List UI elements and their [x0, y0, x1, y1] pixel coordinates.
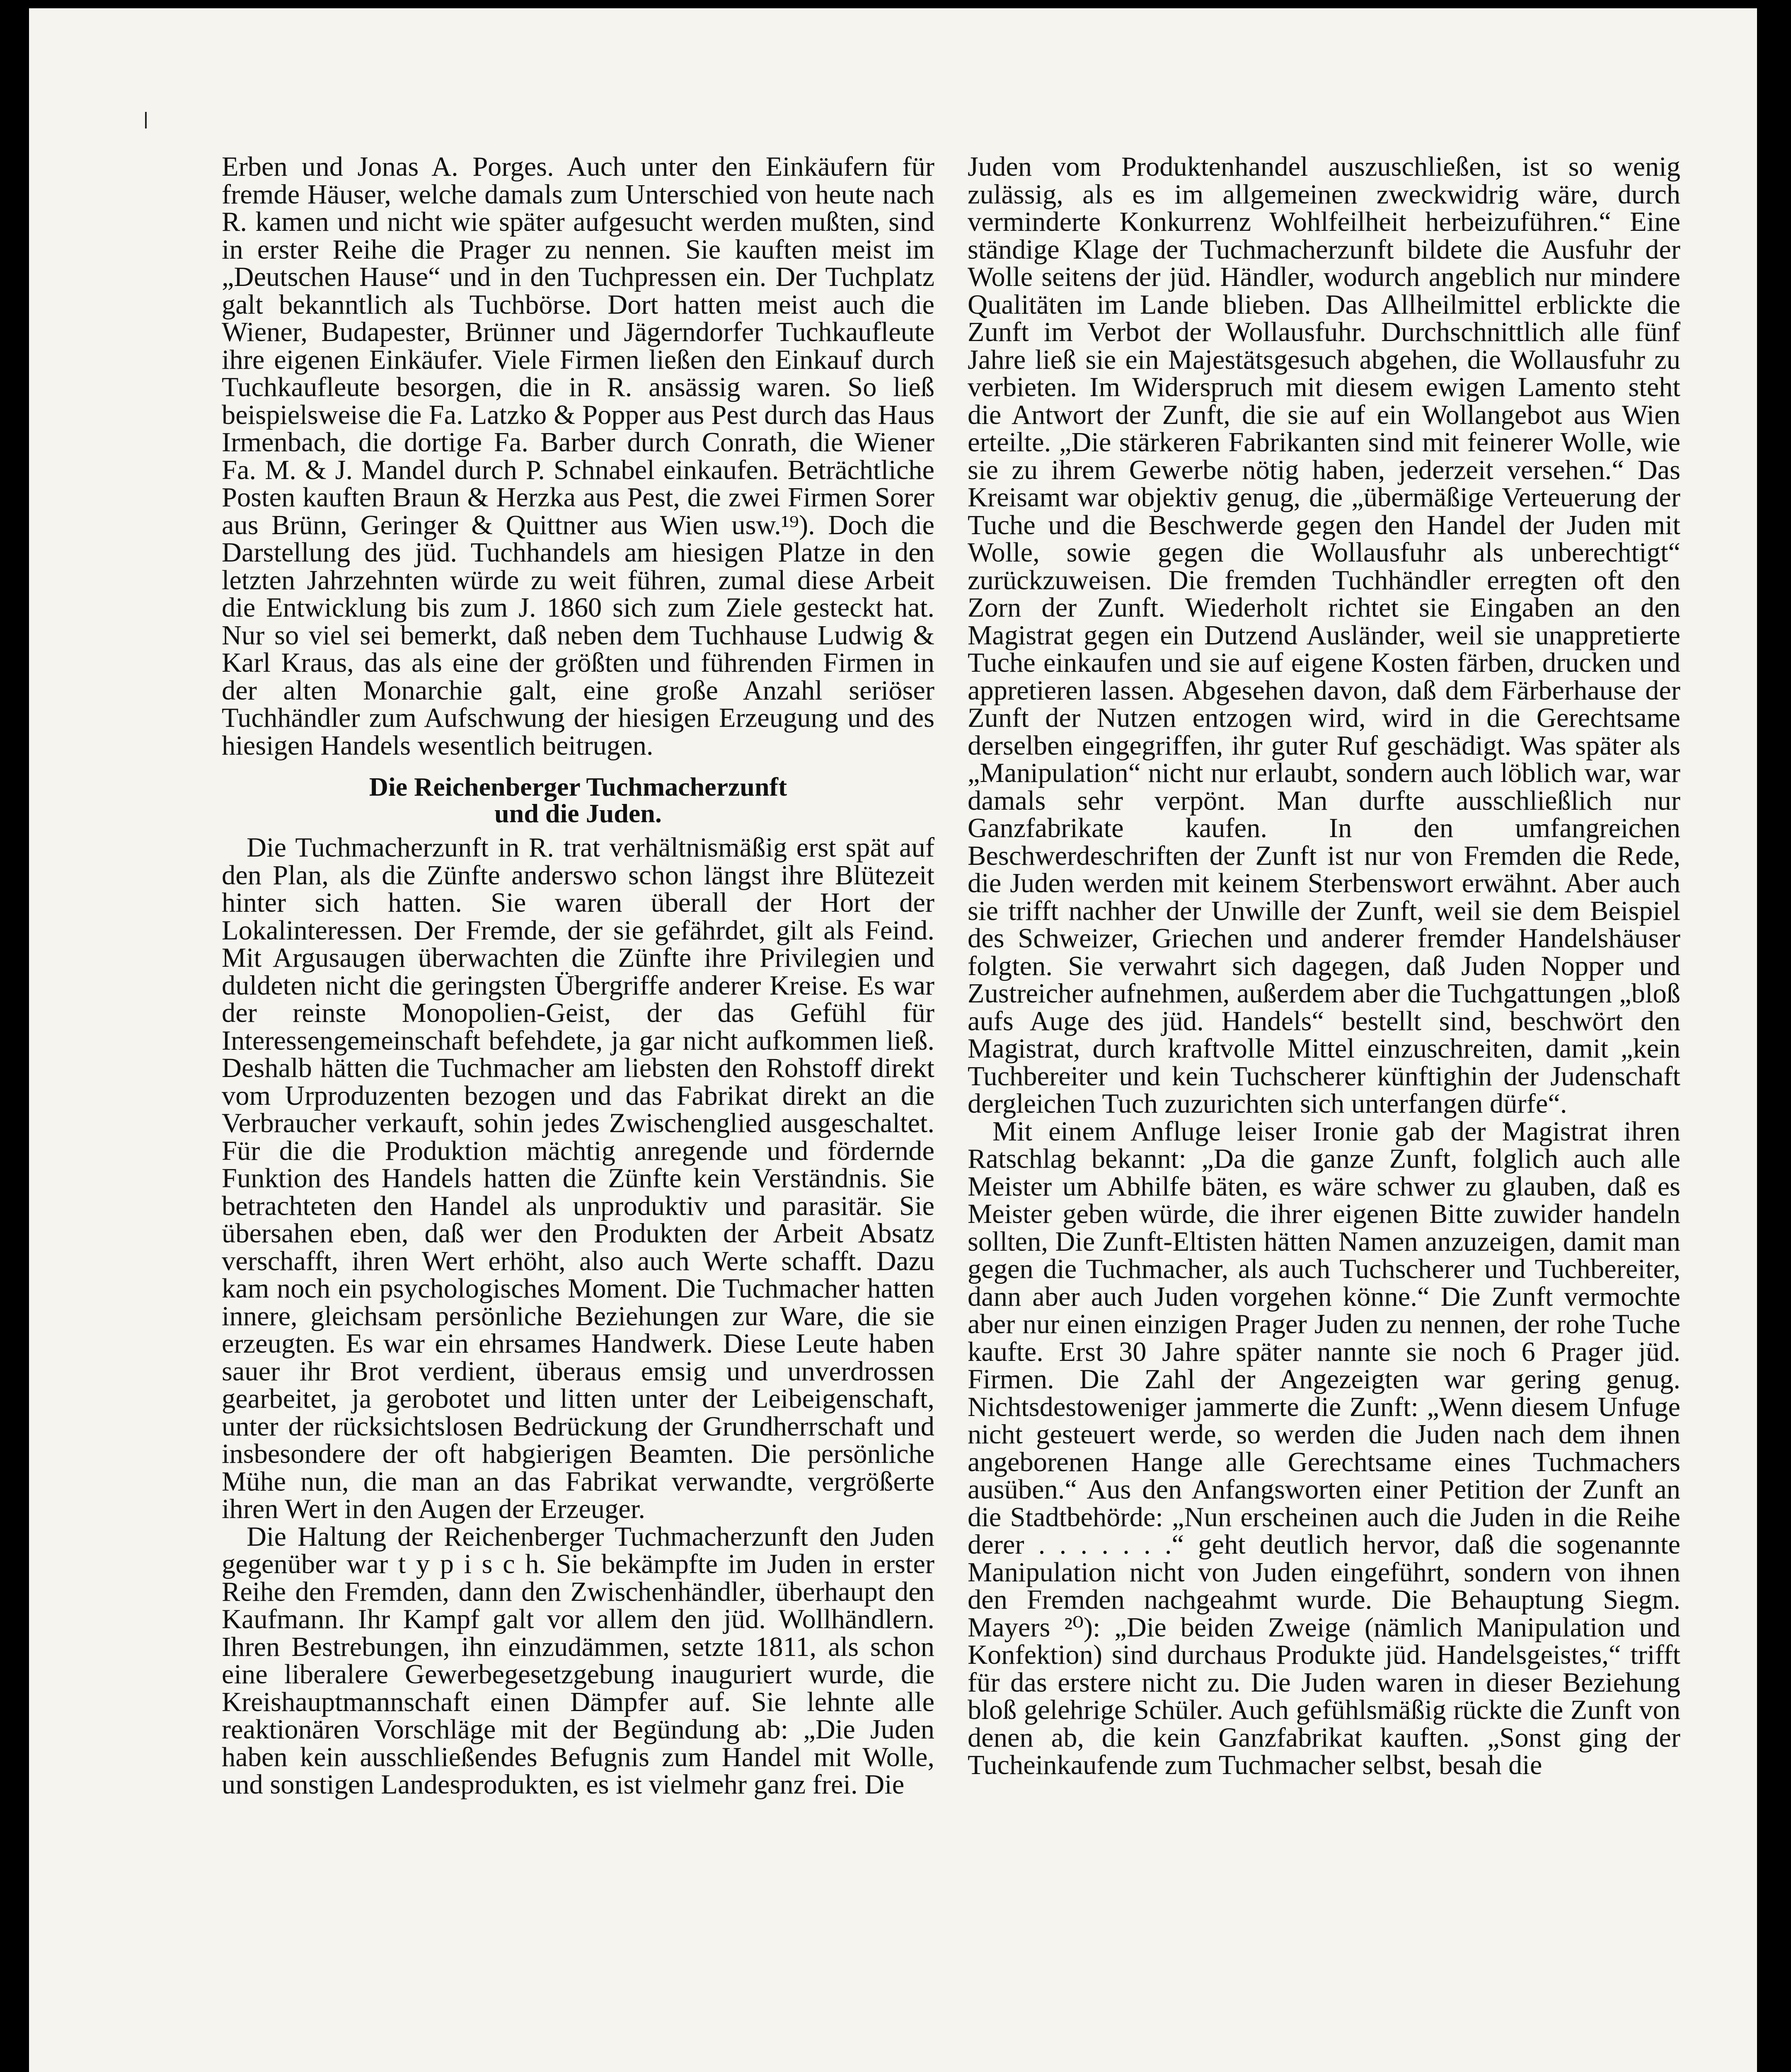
right-paragraph-1: Juden vom Produktenhandel auszuschließen, ist so wenig zulässig, als es im allgemeinen zweckwidrig wäre, durch verminderte Konkurrenz Wohlfeilheit herbeizuführen.“ Eine ständige Klage der Tuchmacherzunft bildete die Ausfuhr der Wolle seitens der jüd. Händler, wodurch angeblich nur mindere Qualitäten im Lande blieben. Das Allheilmittel erblickte die Zunft im Verbot der Wollausfuhr. Durchschnittlich alle fünf Jahre ließ sie ein Majestätsgesuch abgehen, die Wollausfuhr zu verbieten. Im Widerspruch mit diesem ewigen Lamento steht die Antwort der Zunft, die sie auf ein Wollangebot aus Wien erteilte. „Die stärkeren Fabrikanten sind mit feinerer Wolle, wie sie zu ihrem Gewerbe nötig haben, jederzeit versehen.“ Das Kreisamt war objektiv genug, die „übermäßige Verteuerung der Tuche und die Beschwerde gegen den Handel der Juden mit Wolle, sowie gegen die Wollausfuhr als unberechtigt“ zurückzuweisen. Die fremden Tuchhändler erregten oft den Zorn der Zunft. Wiederholt richtet sie Eingaben an den Magistrat gegen ein Dutzend Ausländer, weil sie unappretierte Tuche einkaufen und sie auf eigene Kosten färben, drucken und appretieren lassen. Abgesehen davon, daß dem Färberhause der Zunft der Nutzen entzogen wird, wird in die Gerechtsame derselben eingegriffen, ihr guter Ruf geschädigt. Was später als „Manipulation“ nicht nur erlaubt, sondern auch löblich war, war damals sehr verpönt. Man durfte ausschließlich nur Ganzfabrikate kaufen. In den umfangreichen Beschwerdeschriften der Zunft ist nur von Fremden die Rede, die Juden werden mit keinem Sterbenswort erwähnt. Aber auch sie trifft nachher der Unwille der Zunft, weil sie dem Beispiel des Schweizer, Griechen und anderer fremder Handelshäuser folgten. Sie verwahrt sich dagegen, daß Juden Nopper und Zustreicher aufnehmen, außerdem aber die Tuchgattungen „bloß aufs Auge des jüd. Handels“ bestellt sind, beschwört den Magistrat, durch kraftvolle Mittel einzuschreiten, damit „kein Tuchbereiter und kein Tuchscherer künftighin der Judenschaft dergleichen Tuch zuzurichten sich unterfangen dürfe“. [968, 152, 1680, 1119]
edge-mark [145, 112, 147, 128]
section-heading-line-1: Die Reichenberger Tuchmacherzunft [369, 772, 787, 801]
left-paragraph-2: Die Tuchmacherzunft in R. trat verhältnismäßig erst spät auf den Plan, als die Zünfte anderswo schon längst ihre Blütezeit hinter sich hatten. Sie waren überall der Hort der Lokalinteressen. Der Fremde, der sie gefährdet, gilt als Feind. Mit Argusaugen überwachten die Zünfte ihre Privilegien und duldeten nicht die geringsten Übergriffe anderer Kreise. Es war der reinste Monopolien-Geist, der das Gefühl für Interessengemeinschaft befehdete, ja gar nicht aufkommen ließ. Deshalb hätten die Tuchmacher am liebsten den Rohstoff direkt vom Urproduzenten bezogen und das Fabrikat direkt an die Verbraucher verkauft, sohin jedes Zwischenglied ausgeschaltet. Für die die Produktion mächtig anregende und fördernde Funktion des Handels hatten die Zünfte kein Verständnis. Sie betrachteten den Handel als unproduktiv und parasitär. Sie übersahen eben, daß wer den Produkten der Arbeit Absatz verschafft, ihren Wert erhöht, also auch Werte schafft. Dazu kam noch ein psychologisches Moment. Die Tuchmacher hatten innere, gleichsam persönliche Beziehungen zur Ware, die sie erzeugten. Es war ein ehrsames Handwerk. Diese Leute haben sauer ihr Brot verdient, überaus emsig und unverdrossen gearbeitet, ja gerobotet und litten unter der Leibeigenschaft, unter der rücksichtslosen Bedrückung der Grundherrschaft und insbesondere der oft habgierigen Beamten. Die persönliche Mühe nun, die man an das Fabrikat verwandte, vergrößerte ihren Wert in den Augen der Erzeuger. [222, 833, 934, 1524]
left-column [222, 153, 934, 1799]
section-heading-line-2: und die Juden. [494, 799, 662, 828]
section-heading [222, 774, 934, 827]
left-paragraph-1: Erben und Jonas A. Porges. Auch unter den Einkäufern für fremde Häuser, welche damals zum Unterschied von heute nach R. kamen und nicht wie später aufgesucht werden mußten, sind in erster Reihe die Prager zu nennen. Sie kauften meist im „Deutschen Hause“ und in den Tuchpressen ein. Der Tuchplatz galt bekanntlich als Tuchbörse. Dort hatten meist auch die Wiener, Budapester, Brünner und Jägerndorfer Tuchkaufleute ihre eigenen Einkäufer. Viele Firmen ließen den Einkauf durch Tuchkaufleute besorgen, die in R. ansässig waren. So ließ beispielsweise die Fa. Latzko & Popper aus Pest durch das Haus Irmenbach, die dortige Fa. Barber durch Conrath, die Wiener Fa. M. & J. Mandel durch P. Schnabel einkaufen. Beträchtliche Posten kauften Braun & Herzka aus Pest, die zwei Firmen Sorer aus Brünn, Geringer & Quittner aus Wien usw.¹⁹). Doch die Darstellung des jüd. Tuchhandels am hiesigen Platze in den letzten Jahrzehnten würde zu weit führen, zumal diese Arbeit die Entwicklung bis zum J. 1860 sich zum Ziele gesteckt hat. Nur so viel sei bemerkt, daß neben dem Tuchhause Ludwig & Karl Kraus, das als eine der größten und führenden Firmen in der alten Monarchie galt, eine große Anzahl seriöser Tuchhändler zum Aufschwung der hiesigen Erzeugung und des hiesigen Handels wesentlich beitrugen. [222, 152, 934, 761]
left-paragraph-3: Die Haltung der Reichenberger Tuchmacherzunft den Juden gegenüber war t y p i s c h. Sie bekämpfte im Juden in erster Reihe den Fremden, dann den Zwischenhändler, überhaupt den Kaufmann. Ihr Kampf galt vor allem den jüd. Wollhändlern. Ihren Bestrebungen, ihn einzudämmen, setzte 1811, als schon eine liberalere Gewerbegesetzgebung inauguriert wurde, die Kreishauptmannschaft einen Dämpfer auf. Sie lehnte alle reaktionären Vorschläge mit der Begündung ab: „Die Juden haben kein ausschließendes Befugnis zum Handel mit Wolle, und sonstigen Landesprodukten, es ist vielmehr ganz frei. Die [222, 1521, 934, 1800]
right-paragraph-2: Mit einem Anfluge leiser Ironie gab der Magistrat ihren Ratschlag bekannt: „Da die ganze Zunft, folglich auch alle Meister um Abhilfe bäten, es wäre schwer zu glauben, daß es Meister geben würde, die ihrer eigenen Bitte zuwider handeln sollten, Die Zunft-Eltisten hätten Namen anzuzeigen, damit man gegen die Tuchmacher, als auch Tuchscherer und Tuchbereiter, dann aber auch Juden vorgehen könne.“ Die Zunft vermochte aber nur einen einzigen Prager Juden zu nennen, der rohe Tuche kaufte. Erst 30 Jahre später nannte sie noch 6 Prager jüd. Firmen. Die Zahl der Angezeigten war gering genug. Nichtsdestoweniger jammerte die Zunft: „Wenn diesem Unfuge nicht gesteuert werde, so werden die Juden nach dem ihnen angeborenen Hange alle Gerechtsame eines Tuchmachers ausüben.“ Aus den Anfangsworten einer Petition der Zunft an die Stadtbehörde: „Nun erscheinen auch die Juden in die Reihe derer . . . . . . .“ geht deutlich hervor, daß die sogenannte Manipulation nicht von Juden eingeführt, sondern von ihnen den Fremden nachgeahmt wurde. Die Behauptung Siegm. Mayers ²⁰): „Die beiden Zweige (nämlich Manipulation und Konfektion) sind durchaus Produkte jüd. Handelsgeistes,“ trifft für das erstere nicht zu. Die Juden waren in dieser Beziehung bloß gelehrige Schüler. Auch gefühlsmäßig rückte die Zunft von denen ab, die kein Ganzfabrikat kauften. „Sonst ging der Tucheinkaufende zum Tuchmacher selbst, besah die [968, 1116, 1680, 1780]
right-column [968, 153, 1680, 1779]
